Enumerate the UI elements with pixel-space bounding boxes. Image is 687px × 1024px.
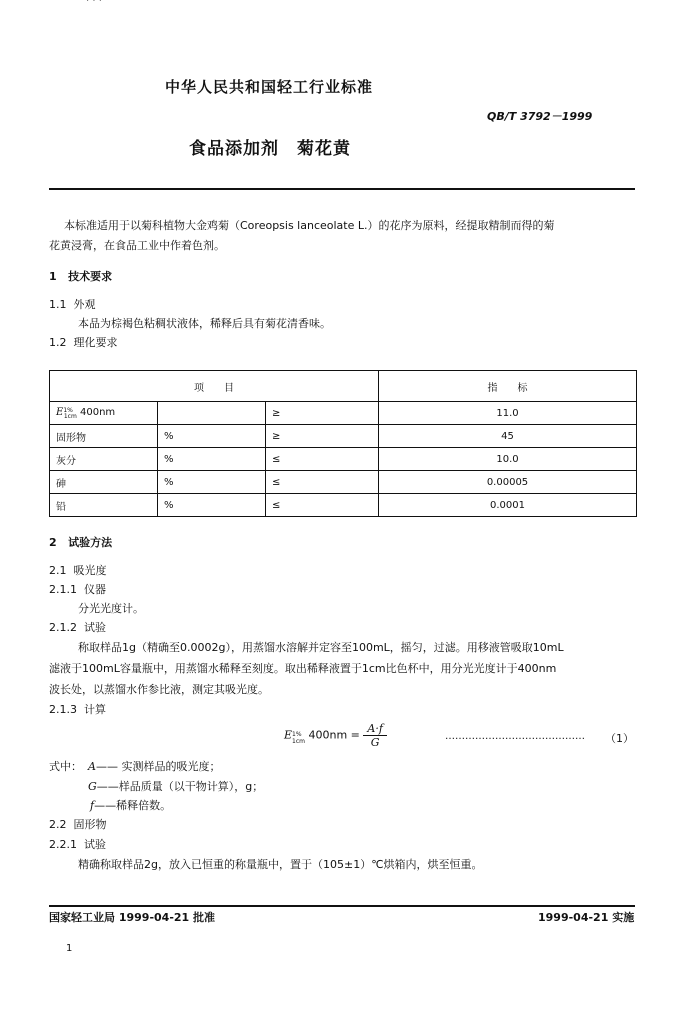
section-2-1-1-heading bbox=[49, 581, 106, 597]
row-name: 灰分 bbox=[50, 448, 158, 471]
row-operator: ≥ bbox=[266, 425, 379, 448]
table-row bbox=[50, 494, 637, 517]
where-symbol: G bbox=[88, 780, 97, 793]
row-value: 0.0001 bbox=[379, 494, 637, 517]
row-unit: % bbox=[158, 448, 266, 471]
section-title: 仪器 bbox=[84, 583, 106, 596]
header-item: 项 目 bbox=[50, 371, 379, 402]
section-number: 2.1.3 bbox=[49, 703, 77, 716]
formula-number: （1） bbox=[605, 732, 634, 745]
row-operator: ≤ bbox=[266, 471, 379, 494]
section-number: 2.1 bbox=[49, 564, 67, 577]
where-symbol: A bbox=[88, 760, 96, 773]
section-number: 2 bbox=[49, 536, 57, 549]
where-label: 式中： bbox=[49, 760, 82, 773]
section-1-2-heading bbox=[49, 334, 118, 350]
row-unit: % bbox=[158, 425, 266, 448]
where-item-g bbox=[88, 778, 263, 794]
formula-leader-dots: …………………………………… bbox=[445, 731, 585, 742]
document-title: 食品添加剂 菊花黄 bbox=[189, 139, 351, 159]
section-number: 2.2 bbox=[49, 818, 67, 831]
where-desc: 稀释倍数。 bbox=[116, 799, 172, 812]
formula-fraction bbox=[363, 722, 387, 749]
row-unit: % bbox=[158, 471, 266, 494]
section-number: 1.1 bbox=[49, 298, 67, 311]
where-dash: —— bbox=[96, 780, 119, 793]
corner-marks: · · · bbox=[86, 0, 102, 7]
row-operator: ≤ bbox=[266, 448, 379, 471]
row-name: $E_{1\%1cm}$ 400nm bbox=[50, 402, 158, 425]
section-title: 理化要求 bbox=[73, 336, 118, 349]
section-title: 计算 bbox=[84, 703, 106, 716]
row-name: 固形物 bbox=[50, 425, 158, 448]
section-2-heading bbox=[49, 534, 112, 550]
section-title: 外观 bbox=[73, 298, 96, 311]
header-rule bbox=[49, 188, 635, 190]
implementation-text: 1999-04-21 实施 bbox=[538, 911, 635, 924]
section-1-heading bbox=[49, 268, 112, 284]
table-row bbox=[50, 402, 637, 425]
section-title: 试验 bbox=[84, 621, 106, 634]
standard-code: QB/T 3792－1999 bbox=[487, 110, 593, 123]
where-desc: 样品质量（以干物计算），g； bbox=[118, 780, 264, 793]
section-number: 2.1.1 bbox=[49, 583, 77, 596]
row-value: 11.0 bbox=[379, 402, 637, 425]
table-row bbox=[50, 471, 637, 494]
section-2-1-3-heading bbox=[49, 701, 106, 717]
section-title: 固形物 bbox=[73, 818, 107, 831]
section-number: 2.1.2 bbox=[49, 621, 77, 634]
section-2-1-2-heading bbox=[49, 619, 106, 635]
table-header-row bbox=[50, 371, 637, 402]
row-operator: ≤ bbox=[266, 494, 379, 517]
formula-lhs: 400nm = bbox=[308, 728, 360, 742]
standard-type: 中华人民共和国轻工行业标准 bbox=[165, 78, 374, 96]
formula-numerator: A·f bbox=[363, 722, 387, 736]
section-number: 2.2.1 bbox=[49, 838, 77, 851]
intro-line-2: 花黄浸膏，在食品工业中作着色剂。 bbox=[49, 239, 225, 252]
section-title: 试验 bbox=[84, 838, 106, 851]
requirements-table bbox=[49, 370, 637, 517]
approval-text: 国家轻工业局 1999-04-21 批准 bbox=[49, 911, 216, 924]
page-number: 1 bbox=[66, 943, 73, 954]
solids-procedure-text: 精确称取样品2g，放入已恒重的称量瓶中，置于（105±1）℃烘箱内，烘至恒重。 bbox=[78, 858, 483, 871]
formula: E $_{1\% 1cm}$ 400nm = $\frac{A\cdot f}{G}$ bbox=[284, 722, 387, 749]
section-title: 吸光度 bbox=[73, 564, 107, 577]
row-unit: % bbox=[158, 494, 266, 517]
section-title: 技术要求 bbox=[68, 270, 113, 283]
row-operator: ≥ bbox=[266, 402, 379, 425]
footer-rule bbox=[49, 905, 635, 907]
section-title: 试验方法 bbox=[68, 536, 113, 549]
section-1-1-heading bbox=[49, 296, 96, 312]
table-row bbox=[50, 425, 637, 448]
procedure-line-1: 称取样品1g（精确至0.0002g），用蒸馏水溶解并定容至100mL，摇匀，过滤。用移液管吸取10mL bbox=[78, 641, 564, 654]
where-symbol: f bbox=[90, 799, 95, 812]
row-name: 铅 bbox=[50, 494, 158, 517]
instrument-text: 分光光度计。 bbox=[78, 602, 144, 615]
section-number: 1 bbox=[49, 270, 57, 283]
procedure-line-3: 波长处，以蒸馏水作参比液，测定其吸光度。 bbox=[49, 683, 269, 696]
formula-symbol-e: E bbox=[284, 728, 293, 742]
formula-denominator: G bbox=[370, 736, 380, 749]
where-item-f bbox=[90, 797, 171, 813]
section-2-2-1-heading bbox=[49, 836, 106, 852]
row-value: 0.00005 bbox=[379, 471, 637, 494]
where-dash: —— bbox=[95, 760, 118, 773]
where-desc: 实测样品的吸光度； bbox=[121, 760, 221, 773]
section-number: 1.2 bbox=[49, 336, 67, 349]
section-2-1-heading bbox=[49, 562, 107, 578]
procedure-line-2: 滤液于100mL容量瓶中，用蒸馏水稀释至刻度。取出稀释液置于1cm比色杯中，用分光光度计于400nm bbox=[49, 662, 557, 675]
where-item-a bbox=[88, 758, 220, 774]
row-value: 45 bbox=[379, 425, 637, 448]
header-index: 指 标 bbox=[379, 371, 637, 402]
row-name: 砷 bbox=[50, 471, 158, 494]
row-unit bbox=[158, 402, 266, 425]
table-row bbox=[50, 448, 637, 471]
where-dash: —— bbox=[94, 799, 117, 812]
appearance-text: 本品为棕褐色粘稠状液体，稀释后具有菊花清香味。 bbox=[78, 317, 331, 330]
intro-line-1: 本标准适用于以菊科植物大金鸡菊（Coreopsis lanceolate L.）的花序为原料，经提取精制而得的菊 bbox=[64, 219, 555, 232]
section-2-2-heading bbox=[49, 816, 107, 832]
row-value: 10.0 bbox=[379, 448, 637, 471]
